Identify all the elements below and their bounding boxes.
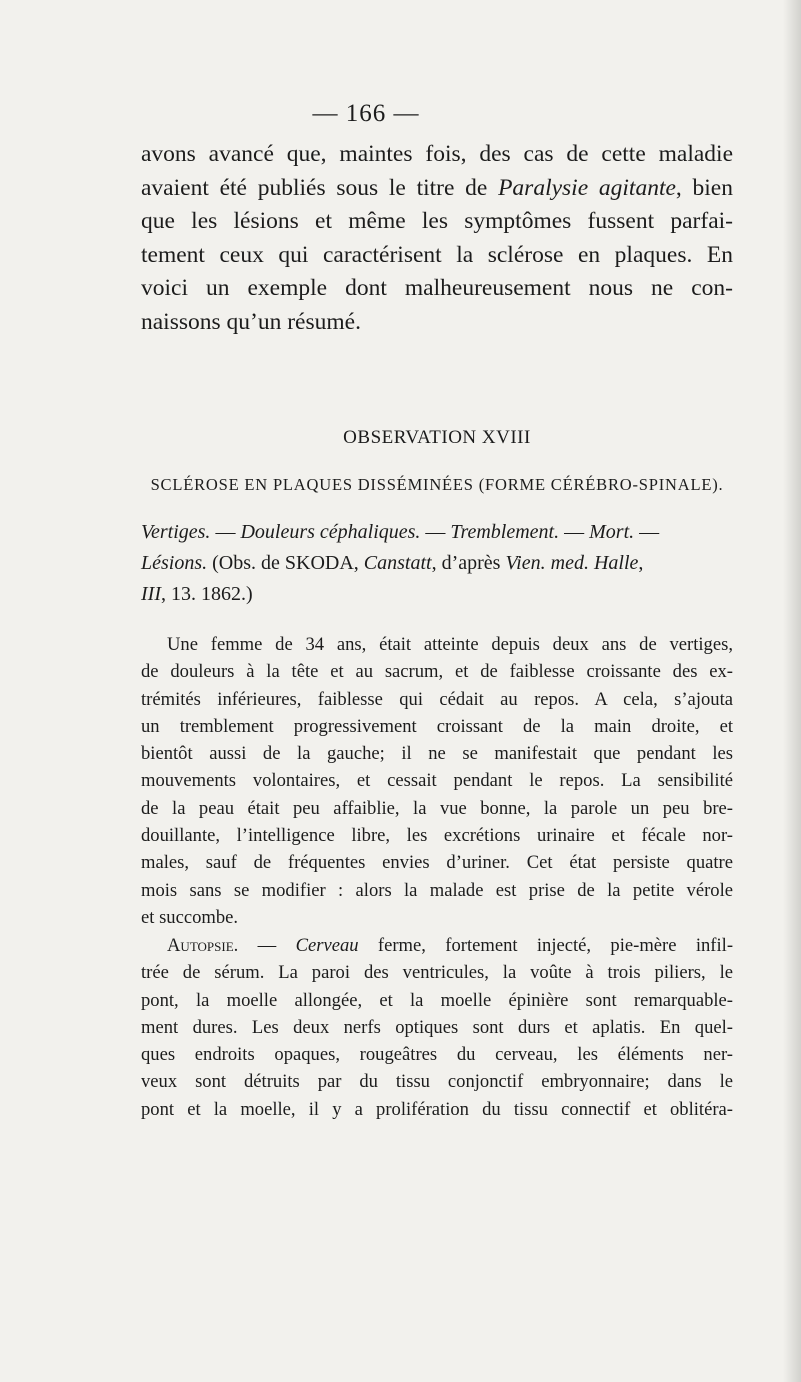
summary-line: III, 13. 1862.)	[141, 583, 253, 605]
intro-paragraph	[141, 138, 733, 340]
intro-line: avaient été publiés sous le titre de Paralysie agitante, bien	[141, 174, 733, 201]
case-line: douillante, l’intelligence libre, les excrétions urinaire et fécale nor-	[141, 825, 733, 847]
case-line: et succombe.	[141, 906, 239, 928]
autopsy-line: veux sont détruits par du tissu conjonctif embryonnaire; dans le	[141, 1071, 733, 1093]
observation-summary	[141, 517, 733, 610]
case-line: un tremblement progressivement croissant de la main droite, et	[141, 715, 733, 737]
autopsy-paragraph	[141, 932, 733, 1123]
autopsy-line: pont et la moelle, il y a prolifération du tissu connectif et oblitéra-	[141, 1098, 733, 1120]
autopsy-line: Autopsie. — Cerveau ferme, fortement injecté, pie-mère infil-	[167, 935, 734, 956]
case-line: de douleurs à la tête et au sacrum, et de faiblesse croissante des ex-	[141, 661, 733, 683]
case-line: Une femme de 34 ans, était atteinte depuis deux ans de vertiges,	[167, 634, 733, 655]
observation-title: OBSERVATION XVIII	[343, 427, 531, 448]
case-line: males, sauf de fréquentes envies d’uriner. Cet état persiste quatre	[141, 852, 733, 874]
page-edge-shadow	[783, 0, 801, 1382]
case-line: de la peau était peu affaiblie, la vue bonne, la parole un peu bre-	[141, 797, 733, 819]
case-line: trémités inférieures, faiblesse qui cédait au repos. A cela, s’ajouta	[141, 688, 733, 710]
autopsy-line: pont, la moelle allongée, et la moelle épinière sont remarquable-	[141, 989, 733, 1011]
intro-line: que les lésions et même les symptômes fussent parfai-	[141, 208, 733, 235]
case-line: mouvements volontaires, et cessait pendant le repos. La sensibilité	[141, 770, 733, 792]
summary-line: Lésions. (Obs. de SKODA, Canstatt, d’après Vien. med. Halle,	[141, 552, 644, 574]
autopsy-line: trée de sérum. La paroi des ventricules, la voûte à trois piliers, le	[141, 962, 733, 984]
case-line: mois sans se modifier : alors la malade est prise de la petite vérole	[141, 879, 733, 901]
case-description	[141, 631, 733, 931]
intro-line: tement ceux qui caractérisent la sclérose en plaques. En	[141, 241, 733, 268]
intro-line: voici un exemple dont malheureusement nous ne con-	[141, 275, 733, 302]
intro-line: avons avancé que, maintes fois, des cas de cette maladie	[141, 141, 733, 167]
autopsy-line: ment dures. Les deux nerfs optiques sont durs et aplatis. En quel-	[141, 1016, 733, 1038]
autopsy-line: ques endroits opaques, rougeâtres du cerveau, les éléments ner-	[141, 1044, 733, 1066]
page-number: — 166 —	[312, 100, 420, 127]
summary-line: Vertiges. — Douleurs céphaliques. — Tremblement. — Mort. —	[141, 521, 660, 543]
intro-line: naissons qu’un résumé.	[141, 308, 361, 335]
observation-subtitle: SCLÉROSE EN PLAQUES DISSÉMINÉES (FORME CÉRÉBRO-SPINALE).	[150, 475, 724, 494]
case-line: bientôt aussi de la gauche; il ne se manifestait que pendant les	[141, 743, 733, 765]
